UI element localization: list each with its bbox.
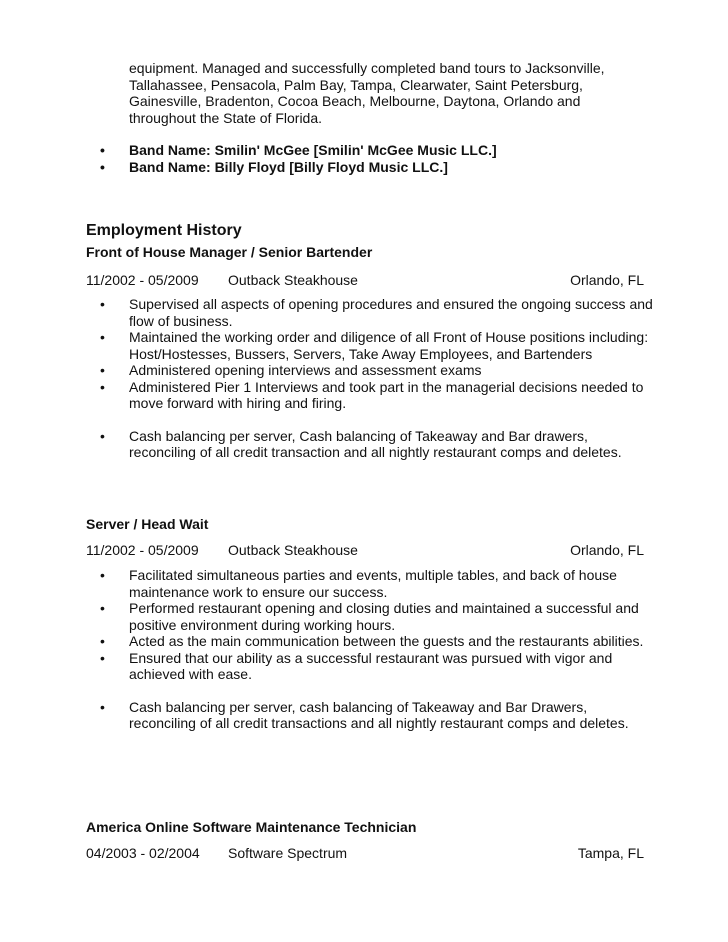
job-dates: 11/2002 - 05/2009 bbox=[86, 542, 199, 558]
job-dates: 11/2002 - 05/2009 bbox=[86, 272, 199, 288]
band-list bbox=[86, 142, 656, 175]
job-details bbox=[86, 272, 644, 289]
job-details bbox=[86, 845, 644, 862]
band-item: • Band Name: Smilin' McGee [Smilin' McGee Music LLC.] bbox=[86, 142, 656, 159]
job-duties-list bbox=[86, 567, 656, 732]
duty-item: • Administered Pier 1 Interviews and took part in the managerial decisions needed to move forward with hiring and firing. bbox=[86, 379, 656, 412]
job-location: Orlando, FL bbox=[570, 272, 644, 288]
job-company: Outback Steakhouse bbox=[228, 542, 358, 558]
duty-item: • Performed restaurant opening and closing duties and maintained a successful and positive environment during working hours. bbox=[86, 600, 656, 633]
duty-item: • Cash balancing per server, cash balancing of Takeaway and Bar Drawers, reconciling of all credit transactions and all nightly restaurant comps and deletes. bbox=[86, 699, 656, 732]
job-duties-list bbox=[86, 296, 656, 461]
duty-item: • Supervised all aspects of opening procedures and ensured the ongoing success and flow of business. bbox=[86, 296, 656, 329]
job-location: Orlando, FL bbox=[570, 542, 644, 558]
duty-item: • Ensured that our ability as a successful restaurant was pursued with vigor and achieved with ease. bbox=[86, 650, 656, 683]
job-title: Front of House Manager / Senior Bartender bbox=[86, 244, 373, 260]
duty-item: • Maintained the working order and diligence of all Front of House positions including: Host/Hostesses, Bussers, Servers, Take Away Employees, and Bartenders bbox=[86, 329, 656, 362]
duty-item: • Administered opening interviews and assessment exams bbox=[86, 362, 656, 379]
job-dates: 04/2003 - 02/2004 bbox=[86, 845, 200, 861]
job-details bbox=[86, 542, 644, 559]
job-company: Software Spectrum bbox=[228, 845, 348, 861]
employment-history-heading: Employment History bbox=[86, 222, 242, 239]
band-tours-paragraph: equipment. Managed and successfully completed band tours to Jacksonville, Tallahassee, Pensacola, Palm Bay, Tampa, Clearwater, Saint Petersburg, Gainesville, Bradenton, Cocoa Beach, Melbourne, Daytona, Orlando and throughout the State of Florida. bbox=[129, 60, 605, 126]
job-location: Tampa, FL bbox=[577, 845, 644, 861]
duty-item: • Facilitated simultaneous parties and events, multiple tables, and back of house maintenance work to ensure our success. bbox=[86, 567, 656, 600]
duty-item: • Cash balancing per server, Cash balancing of Takeaway and Bar drawers, reconciling of all credit transaction and all nightly restaurant comps and deletes. bbox=[86, 428, 656, 461]
band-item: • Band Name: Billy Floyd [Billy Floyd Music LLC.] bbox=[86, 159, 656, 176]
job-company: Outback Steakhouse bbox=[228, 272, 358, 288]
duty-item: • Acted as the main communication between the guests and the restaurants abilities. bbox=[86, 633, 656, 650]
job-title: America Online Software Maintenance Technician bbox=[86, 819, 417, 835]
job-title: Server / Head Wait bbox=[86, 516, 209, 532]
